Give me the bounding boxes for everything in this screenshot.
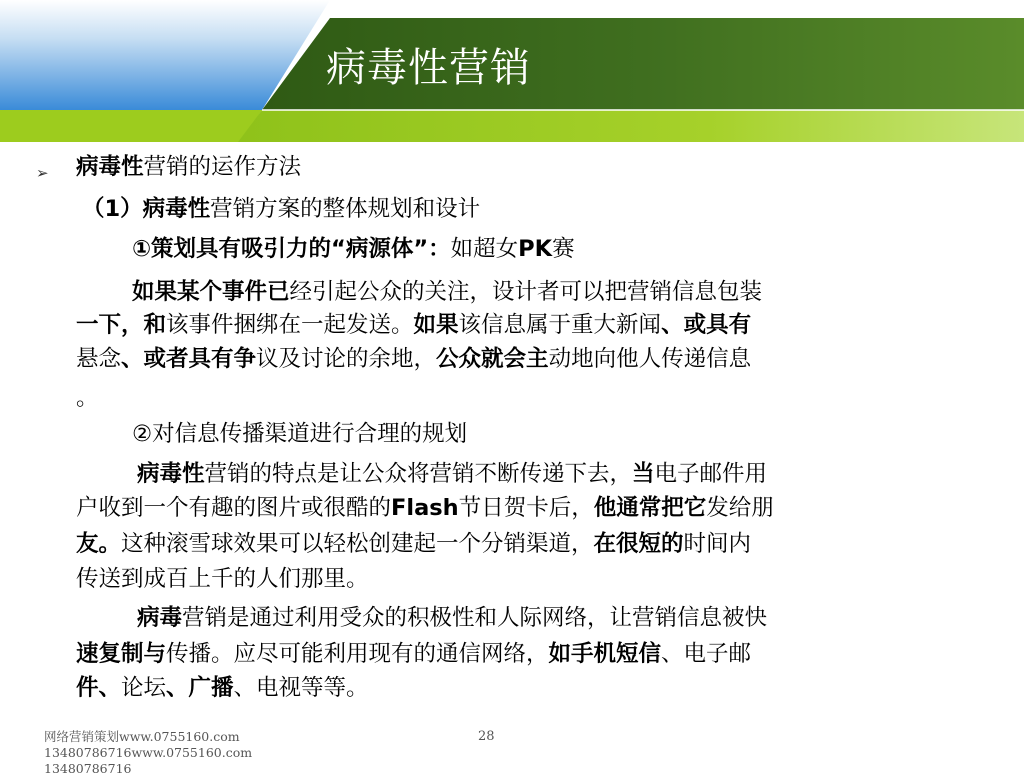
- text-run: 议及讨论的余地，: [256, 346, 437, 372]
- body-line: [76, 309, 751, 341]
- text-run: 传送到成百上千的人们那里。: [76, 566, 369, 592]
- text-run: Flash: [391, 495, 459, 521]
- text-run: 如果某个事件已: [132, 279, 290, 305]
- body-line: [76, 563, 369, 595]
- text-run: 发给朋: [706, 495, 774, 521]
- text-run: 公众就会主: [436, 346, 549, 372]
- text-run: 营销是通过利用受众的积极性和人际网络，让营销信息被快: [182, 605, 768, 631]
- text-run: PK: [518, 236, 553, 262]
- text-run: 当: [632, 461, 655, 487]
- text-run: 如手机短信: [548, 641, 662, 667]
- slide-title: 病毒性营销: [326, 45, 531, 91]
- body-line: [132, 276, 762, 308]
- text-run: 传播。应尽可能利用现有的通信网络，: [166, 641, 549, 667]
- body-line: [137, 602, 767, 634]
- text-run: 赛: [552, 236, 575, 262]
- text-run: 营销方案的整体规划和设计: [210, 196, 481, 222]
- text-run: 病毒性: [137, 461, 205, 487]
- text-run: 节日贺卡后，: [458, 495, 594, 521]
- text-run: 时间内: [683, 531, 752, 557]
- text-run: 如果: [413, 312, 459, 338]
- text-run: 户收到一个有趣的图片或很酷的: [76, 495, 392, 521]
- text-run: ②: [132, 421, 153, 447]
- body-line: [132, 418, 467, 450]
- page-number: 28: [478, 729, 495, 744]
- text-run: 、电视等等。: [233, 675, 369, 701]
- arrow-right-bullet-icon: ➢: [36, 164, 49, 182]
- text-run: 、电子邮: [661, 641, 752, 667]
- text-run: 、或具有: [661, 312, 752, 338]
- text-run: 该事件捆绑在一起发送。: [166, 312, 414, 338]
- text-run: （1）: [82, 196, 143, 222]
- text-run: 电子邮件用: [654, 461, 768, 487]
- text-run: 悬念: [76, 346, 122, 372]
- text-run: 这种滚雪球效果可以轻松创建起一个分销渠道，: [121, 531, 594, 557]
- text-run: 速复制与: [76, 641, 167, 667]
- text-run: 在很短的: [593, 531, 684, 557]
- body-line: [82, 193, 480, 225]
- text-run: 营销的运作方法: [143, 154, 302, 180]
- text-run: 论坛: [121, 675, 167, 701]
- text-run: 动地向他人传递信息: [548, 346, 752, 372]
- text-run: 、广播: [166, 675, 234, 701]
- text-run: 经引起公众的关注，设计者可以把营销信息包装: [289, 279, 763, 305]
- text-run: 该信息属于重大新闻: [458, 312, 662, 338]
- body-line: [76, 672, 369, 704]
- text-run: 病毒性: [76, 154, 144, 180]
- text-run: 对信息传播渠道进行合理的规划: [152, 421, 468, 447]
- footer-line-1: 网络营销策划www.0755160.com: [44, 729, 240, 744]
- text-run: ①策划具有吸引力的“病源体”：: [132, 236, 451, 262]
- footer-line-3: 13480786716: [44, 761, 132, 776]
- body-line: [76, 343, 751, 375]
- text-run: 他通常把它: [593, 495, 707, 521]
- body-line: [76, 151, 301, 183]
- text-run: 一下，和: [76, 312, 167, 338]
- text-run: 件、: [76, 675, 122, 701]
- text-run: 、或者具有争: [121, 346, 257, 372]
- body-line: [132, 233, 575, 265]
- text-run: 。: [76, 385, 99, 411]
- body-line: [76, 492, 774, 524]
- body-line: [76, 528, 751, 560]
- footer-line-2: 13480786716www.0755160.com: [44, 745, 253, 760]
- footer-text: [44, 729, 252, 777]
- text-run: 病毒: [137, 605, 183, 631]
- body-line: [76, 638, 751, 670]
- text-run: 营销的特点是让公众将营销不断传递下去，: [204, 461, 633, 487]
- text-run: 友。: [76, 531, 122, 557]
- body-line: [137, 458, 767, 490]
- body-line: [76, 382, 99, 414]
- text-run: 病毒性: [142, 196, 211, 222]
- text-run: 如超女: [450, 236, 519, 262]
